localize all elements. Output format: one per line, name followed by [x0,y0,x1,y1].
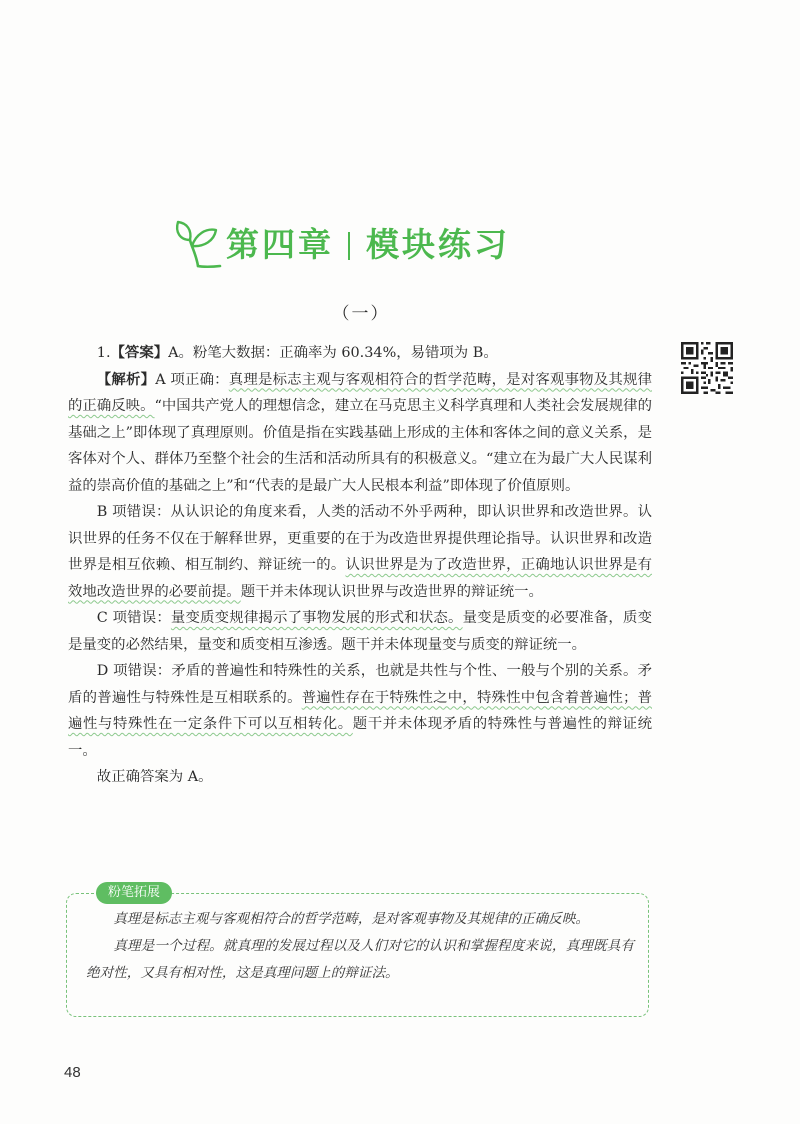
title-divider [348,232,350,260]
extension-paragraph-1: 真理是标志主观与客观相符合的哲学范畴，是对客观事物及其规律的正确反映。 [113,911,589,927]
section-label: （一） [332,304,390,324]
answer-analysis [68,340,652,791]
analysis-tag: 【解析】 [96,370,156,388]
analysis-option-a [68,367,652,500]
option-c-rest: 量变是质变的必要准备，质变是量变的必然结果，量变和质变相互渗透。题干并未体现量变与质变的辩证统一。 [68,610,652,653]
option-a-lead: A 项正确： [155,371,229,388]
option-d-highlight: 普遍性存在于特殊性之中，特殊性中包含着普遍性；普遍性与特殊性在一定条件下可以互相转化。 [68,689,652,732]
option-d-rest: 题干并未体现矛盾的特殊性与普遍性的辩证统一。 [68,716,652,759]
answer-tag: 【答案】 [110,344,169,361]
option-c-highlight: 量变质变规律揭示了事物发展的形式和状态。 [170,610,463,626]
option-d-lead: D 项错误：矛盾的普遍性和特殊性的关系，也就是共性与个性、一般与个别的关系。矛盾的普遍性与特殊性是互相联系的。 [68,663,652,706]
chapter-name: 模块练习 [366,224,510,264]
conclusion: 故正确答案为 A。 [96,769,213,785]
analysis-option-d [68,658,652,764]
extension-paragraph-2: 真理是一个过程。就真理的发展过程以及人们对它的认识和掌握程度来说，真理既具有绝对性，又具有相对性，这是真理问题上的辩证法。 [86,938,634,981]
analysis-option-c [68,605,652,658]
option-b-rest: 题干并未体现认识世界与改造世界的辩证统一。 [240,583,543,600]
extension-label: 粉笔拓展 [96,882,172,904]
question-number: 1. [96,345,111,361]
option-b-highlight: 认识世界是为了改造世界，正确地认识世界是有效地改造世界的必要前提。 [68,557,652,600]
answer-text: A。粉笔大数据：正确率为 60.34%，易错项为 B。 [168,345,498,361]
option-c-lead: C 项错误： [96,610,171,626]
chapter-number: 第四章 [226,224,334,264]
analysis-option-b [68,499,652,605]
answer-line [68,340,652,367]
option-b-lead: B 项错误：从认识论的角度来看，人类的活动不外乎两种，即认识世界和改造世界。认识世界的任务不仅在于解释世界，更重要的在于为改造世界提供理论指导。认识世界和改造世界是相互依赖、相互制约、辩证统一的。 [68,504,652,573]
option-a-highlight: 真理是标志主观与客观相符合的哲学范畴，是对客观事物及其规律的正确反映。 [68,371,652,414]
sprout-icon [172,214,224,270]
extension-text [86,906,634,987]
qr-code-icon[interactable] [681,342,733,394]
option-a-rest: “中国共产党人的理想信念，建立在马克思主义科学真理和人类社会发展规律的基础之上”即体现了真理原则。价值是指在实践基础上形成的主体和客体之间的意义关系，是客体对个人、群体乃至整个社会的生活和活动所具有的积极意义。“建立在为最广大人民谋利益的崇高价值的基础之上”和“代表的是最广大人民根本利益”即体现了价值原则。 [68,398,652,494]
chapter-title [172,212,510,272]
page-number: 48 [64,1064,81,1081]
